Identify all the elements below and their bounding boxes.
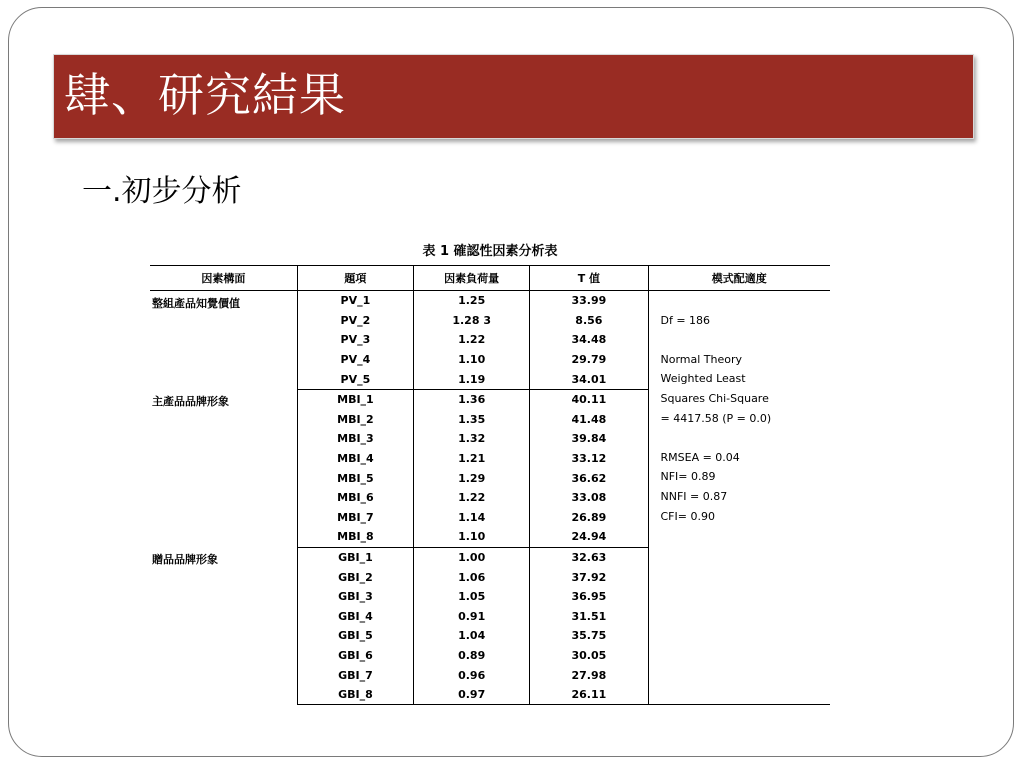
t-value-cell: 29.79 [530,350,648,370]
fit-line: Normal Theory [660,352,743,366]
item-cell: GBI_6 [297,646,413,666]
loading-cell: 1.28 3 [414,311,530,331]
t-value-cell: 31.51 [530,607,648,627]
loading-cell: 1.36 [414,389,530,409]
cfa-table [150,265,830,705]
fit-line: NNFI = 0.87 [660,489,728,503]
t-value-cell: 32.63 [530,547,648,567]
item-cell: PV_1 [297,291,413,311]
loading-cell: 1.14 [414,508,530,528]
item-cell: MBI_1 [297,389,413,409]
loading-cell: 0.91 [414,607,530,627]
t-value-cell: 33.08 [530,488,648,508]
loading-cell: 1.06 [414,567,530,587]
t-value-cell: 36.62 [530,468,648,488]
loading-cell: 0.97 [414,685,530,705]
fit-line [661,291,831,311]
loading-cell: 1.22 [414,488,530,508]
t-value-cell: 33.99 [530,291,648,311]
item-cell: MBI_5 [297,468,413,488]
fit-line: RMSEA = 0.04 [660,450,740,464]
item-cell: MBI_3 [297,429,413,449]
fit-line: = 4417.58 (P = 0.0) [660,411,772,425]
item-cell: PV_5 [297,369,413,389]
header-factor: 因素構面 [150,266,297,291]
item-cell: GBI_5 [297,626,413,646]
item-cell: GBI_8 [297,685,413,705]
item-cell: GBI_2 [297,567,413,587]
model-fit-cell [648,291,830,705]
item-cell: PV_4 [297,350,413,370]
t-value-cell: 27.98 [530,665,648,685]
table-body [150,291,830,705]
table-header-row [150,266,830,291]
loading-cell: 1.10 [414,527,530,547]
t-value-cell: 34.48 [530,330,648,350]
slide-subtitle: 一.初步分析 [82,174,242,209]
fit-line: NFI= 0.89 [660,470,716,484]
loading-cell: 1.22 [414,330,530,350]
fit-line: Weighted Least [660,372,746,386]
loading-cell: 1.05 [414,587,530,607]
item-cell: GBI_4 [297,607,413,627]
t-value-cell: 34.01 [530,369,648,389]
loading-cell: 1.10 [414,350,530,370]
t-value-cell: 33.12 [530,449,648,469]
item-cell: MBI_7 [297,508,413,528]
item-cell: GBI_1 [297,547,413,567]
fit-line: Squares Chi-Square [660,391,769,405]
item-cell: PV_2 [297,311,413,331]
fit-line [661,428,831,448]
t-value-cell: 24.94 [530,527,648,547]
loading-cell: 1.29 [414,468,530,488]
header-t-value: T 值 [530,266,648,291]
header-item: 題項 [297,266,413,291]
factor-cell: 整組產品知覺價值 [152,297,240,310]
item-cell: GBI_3 [297,587,413,607]
table-caption: 表 1 確認性因素分析表 [422,244,558,259]
item-cell: MBI_6 [297,488,413,508]
title-bar [53,54,974,139]
header-loading: 因素負荷量 [414,266,530,291]
fit-line: Df = 186 [660,313,711,327]
loading-cell: 1.32 [414,429,530,449]
loading-cell: 0.96 [414,665,530,685]
t-value-cell: 26.89 [530,508,648,528]
fit-line: CFI= 0.90 [660,509,715,523]
loading-cell: 1.19 [414,369,530,389]
loading-cell: 1.25 [414,291,530,311]
item-cell: MBI_2 [297,410,413,430]
item-cell: MBI_4 [297,449,413,469]
fit-line [661,330,831,350]
loading-cell: 1.00 [414,547,530,567]
t-value-cell: 26.11 [530,685,648,705]
factor-cell: 贈品品牌形象 [152,553,218,567]
t-value-cell: 41.48 [530,410,648,430]
t-value-cell: 8.56 [530,311,648,331]
table-row [150,291,830,311]
loading-cell: 1.21 [414,449,530,469]
factor-cell: 主產品品牌形象 [152,395,229,409]
t-value-cell: 35.75 [530,626,648,646]
header-model-fit: 模式配適度 [648,266,830,291]
t-value-cell: 40.11 [530,389,648,409]
t-value-cell: 37.92 [530,567,648,587]
t-value-cell: 30.05 [530,646,648,666]
item-cell: PV_3 [297,330,413,350]
loading-cell: 1.04 [414,626,530,646]
t-value-cell: 36.95 [530,587,648,607]
item-cell: MBI_8 [297,527,413,547]
loading-cell: 0.89 [414,646,530,666]
item-cell: GBI_7 [297,665,413,685]
slide-title: 肆、研究結果 [64,68,346,122]
t-value-cell: 39.84 [530,429,648,449]
loading-cell: 1.35 [414,410,530,430]
